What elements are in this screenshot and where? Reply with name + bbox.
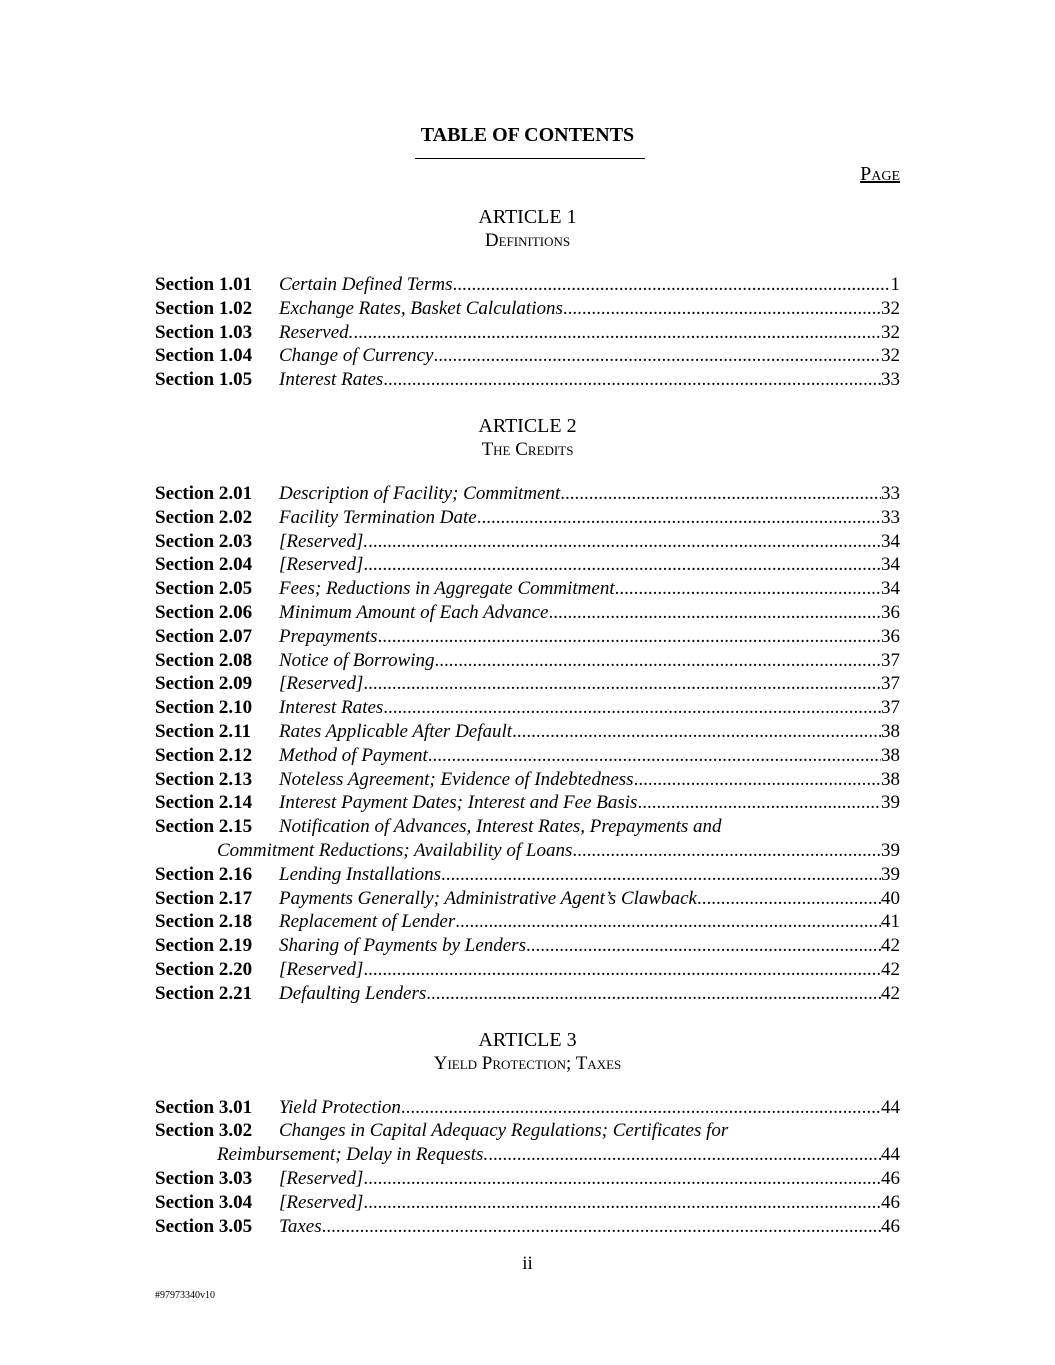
article-subtitle: Definitions — [484, 230, 571, 251]
dot-leader — [353, 321, 881, 345]
toc-entry[interactable] — [155, 744, 900, 768]
dot-leader — [634, 768, 881, 792]
page-column-label: Page — [860, 163, 900, 185]
dot-leader — [401, 1096, 881, 1120]
section-title: Rates Applicable After Default — [279, 720, 513, 742]
dot-leader — [378, 625, 882, 649]
section-number: Section 2.07 — [155, 625, 253, 647]
section-title: Yield Protection — [279, 1096, 401, 1118]
section-title-continued: Commitment Reductions; Availability of Loans — [217, 839, 573, 861]
toc-entry[interactable] — [155, 791, 900, 815]
toc-entry[interactable] — [155, 863, 900, 887]
dot-leader — [383, 368, 881, 392]
section-number: Section 2.20 — [155, 958, 253, 980]
toc-entry[interactable] — [155, 720, 900, 744]
article-subtitle: The Credits — [481, 438, 574, 460]
toc-entry[interactable] — [155, 1167, 900, 1191]
article-block — [155, 1028, 900, 1239]
dot-leader — [441, 863, 881, 887]
dot-leader — [572, 839, 881, 863]
dot-leader — [368, 530, 881, 554]
section-title: Noteless Agreement; Evidence of Indebtedness — [279, 768, 634, 790]
section-title: Replacement of Lender — [279, 911, 456, 933]
section-number: Section 2.05 — [155, 578, 253, 600]
toc-entry[interactable] — [155, 1096, 900, 1120]
page-ref: 34 — [881, 554, 900, 576]
dot-leader — [488, 1143, 881, 1167]
section-title: Sharing of Payments by Lenders — [279, 935, 526, 957]
page-ref: 40 — [881, 887, 900, 909]
section-title: [Reserved] — [279, 673, 364, 695]
section-number: Section 2.09 — [155, 673, 253, 695]
page-number: ii — [522, 1253, 533, 1274]
section-number: Section 2.14 — [155, 792, 253, 814]
toc-entry[interactable] — [155, 958, 900, 982]
page-ref: 36 — [881, 601, 900, 623]
toc-entry[interactable] — [155, 910, 900, 934]
section-number: Section 2.04 — [155, 554, 253, 576]
page-ref: 46 — [881, 1191, 900, 1213]
section-title: [Reserved] — [279, 1191, 364, 1213]
dot-leader — [697, 887, 881, 911]
section-number: Section 2.18 — [155, 911, 253, 933]
toc-entry[interactable] — [155, 934, 900, 958]
toc-entry[interactable] — [155, 1119, 900, 1167]
section-number: Section 2.11 — [155, 720, 252, 742]
page-ref: 37 — [881, 673, 900, 695]
page-ref: 39 — [881, 863, 900, 885]
section-title: Changes in Capital Adequacy Regulations; Certificates for — [279, 1120, 729, 1142]
section-title: Description of Facility; Commitment — [279, 482, 561, 504]
section-number: Section 2.17 — [155, 887, 253, 909]
dot-leader — [363, 553, 881, 577]
section-title: Prepayments — [279, 625, 378, 647]
section-number: Section 2.15 — [155, 816, 253, 838]
section-number: Section 1.01 — [155, 274, 253, 295]
toc-entry[interactable] — [155, 1191, 900, 1215]
section-title: Exchange Rates, Basket Calculations — [279, 297, 563, 319]
dot-leader — [477, 506, 881, 530]
section-number: Section 3.03 — [155, 1167, 253, 1189]
section-title: Lending Installations — [279, 863, 442, 885]
section-title: Defaulting Lenders — [279, 982, 427, 1004]
dot-leader — [363, 958, 881, 982]
page-ref: 32 — [881, 345, 900, 367]
page-ref: 37 — [881, 649, 900, 671]
dot-leader — [428, 744, 881, 768]
toc-entry[interactable] — [155, 601, 900, 625]
section-number: Section 2.19 — [155, 935, 253, 957]
section-title: Reserved. — [279, 321, 354, 343]
page-ref: 34 — [881, 530, 900, 552]
section-title: Interest Rates — [279, 697, 384, 719]
page-ref: 33 — [881, 482, 900, 504]
section-title: Fees; Reductions in Aggregate Commitment — [279, 578, 615, 600]
article-block — [155, 205, 900, 392]
dot-leader — [452, 273, 890, 297]
section-number: Section 1.02 — [155, 297, 253, 319]
page-ref: 41 — [881, 911, 900, 933]
dot-leader — [363, 672, 881, 696]
toc-entry[interactable] — [155, 672, 900, 696]
toc-entry[interactable] — [155, 553, 900, 577]
page-ref: 42 — [881, 982, 900, 1004]
dot-leader — [426, 982, 881, 1006]
article-number: ARTICLE 1 — [478, 206, 577, 228]
dot-leader — [563, 297, 881, 321]
section-number: Section 1.04 — [155, 345, 253, 367]
section-title: Facility Termination Date — [279, 506, 477, 528]
section-number: Section 2.16 — [155, 863, 253, 885]
page-ref: 33 — [881, 506, 900, 528]
section-number: Section 3.04 — [155, 1191, 253, 1213]
article-number: ARTICLE 3 — [478, 1028, 577, 1051]
section-number: Section 2.03 — [155, 530, 253, 552]
toc-entry[interactable] — [155, 321, 900, 345]
section-number: Section 2.12 — [155, 744, 253, 766]
toc-entry[interactable] — [155, 506, 900, 530]
section-title: Interest Payment Dates; Interest and Fee Basis — [279, 792, 638, 814]
section-title: [Reserved] — [279, 958, 364, 980]
section-title: Interest Rates — [279, 369, 384, 391]
article-block — [155, 414, 900, 1006]
page-ref: 36 — [881, 625, 900, 647]
section-number: Section 3.05 — [155, 1215, 253, 1237]
toc-entry[interactable] — [155, 649, 900, 673]
section-title: Taxes — [279, 1215, 322, 1237]
article-subtitle: Yield Protection; Taxes — [433, 1052, 622, 1074]
toc-entry[interactable] — [155, 273, 900, 297]
section-title-continued: Reimbursement; Delay in Requests. — [217, 1144, 489, 1166]
section-title: Method of Payment — [279, 744, 428, 766]
dot-leader — [512, 720, 881, 744]
dot-leader — [363, 1167, 881, 1191]
toc-entry[interactable] — [155, 887, 900, 911]
dot-leader — [383, 696, 881, 720]
article-number: ARTICLE 2 — [478, 414, 577, 437]
page-ref: 44 — [881, 1144, 900, 1166]
toc-entry[interactable] — [155, 368, 900, 392]
page-ref: 42 — [881, 935, 900, 957]
page-ref: 34 — [881, 578, 900, 600]
section-number: Section 3.02 — [155, 1120, 253, 1142]
page-ref: 42 — [881, 958, 900, 980]
toc-entry[interactable] — [155, 344, 900, 368]
page-ref: 44 — [881, 1096, 900, 1118]
page-ref: 38 — [881, 744, 900, 766]
section-title: [Reserved] — [279, 1167, 364, 1189]
section-number: Section 1.05 — [155, 369, 253, 391]
toc-entry[interactable] — [155, 482, 900, 506]
dot-leader — [455, 910, 881, 934]
table-of-contents — [155, 205, 900, 1260]
toc-entry[interactable] — [155, 982, 900, 1006]
toc-entry[interactable] — [155, 530, 900, 554]
title-underline — [415, 158, 645, 159]
section-number: Section 2.02 — [155, 506, 253, 528]
page-ref: 1 — [890, 274, 900, 295]
section-title: [Reserved] — [279, 554, 364, 576]
dot-leader — [526, 934, 881, 958]
section-number: Section 2.21 — [155, 982, 253, 1004]
section-title: Payments Generally; Administrative Agent’s Clawback — [279, 887, 697, 909]
toc-entry[interactable] — [155, 696, 900, 720]
dot-leader — [363, 1191, 881, 1215]
article-heading — [155, 414, 900, 462]
page-ref: 38 — [881, 768, 900, 790]
page-ref: 38 — [881, 720, 900, 742]
toc-entry[interactable] — [155, 815, 900, 863]
section-title: Change of Currency — [279, 345, 434, 367]
toc-entry[interactable] — [155, 577, 900, 601]
article-heading — [155, 1028, 900, 1076]
section-number: Section 2.13 — [155, 768, 253, 790]
document-id: #97973340v10 — [155, 1290, 215, 1301]
dot-leader — [433, 344, 881, 368]
dot-leader — [322, 1215, 881, 1239]
section-number: Section 1.03 — [155, 321, 253, 343]
section-number: Section 2.08 — [155, 649, 253, 671]
section-title: Minimum Amount of Each Advance — [279, 601, 549, 623]
page-ref: 46 — [881, 1167, 900, 1189]
page-ref: 32 — [881, 321, 900, 343]
page-ref: 37 — [881, 697, 900, 719]
toc-title: TABLE OF CONTENTS — [420, 124, 635, 146]
toc-entry[interactable] — [155, 1215, 900, 1239]
section-number: Section 2.01 — [155, 482, 253, 504]
toc-entry[interactable] — [155, 768, 900, 792]
dot-leader — [548, 601, 881, 625]
section-number: Section 2.06 — [155, 601, 253, 623]
page-ref: 32 — [881, 297, 900, 319]
page-ref: 39 — [881, 792, 900, 814]
page-ref: 46 — [881, 1215, 900, 1237]
section-title: Notice of Borrowing — [279, 649, 435, 671]
section-title: Certain Defined Terms — [279, 274, 453, 295]
toc-entry[interactable] — [155, 297, 900, 321]
section-number: Section 3.01 — [155, 1096, 253, 1118]
page-ref: 39 — [881, 839, 900, 861]
page-ref: 33 — [881, 369, 900, 391]
dot-leader — [637, 791, 881, 815]
dot-leader — [435, 649, 881, 673]
section-title: [Reserved]. — [279, 530, 369, 552]
article-heading — [155, 205, 900, 253]
section-title: Notification of Advances, Interest Rates, Prepayments and — [279, 816, 722, 838]
toc-entry[interactable] — [155, 625, 900, 649]
dot-leader — [560, 482, 881, 506]
section-number: Section 2.10 — [155, 697, 253, 719]
dot-leader — [615, 577, 881, 601]
